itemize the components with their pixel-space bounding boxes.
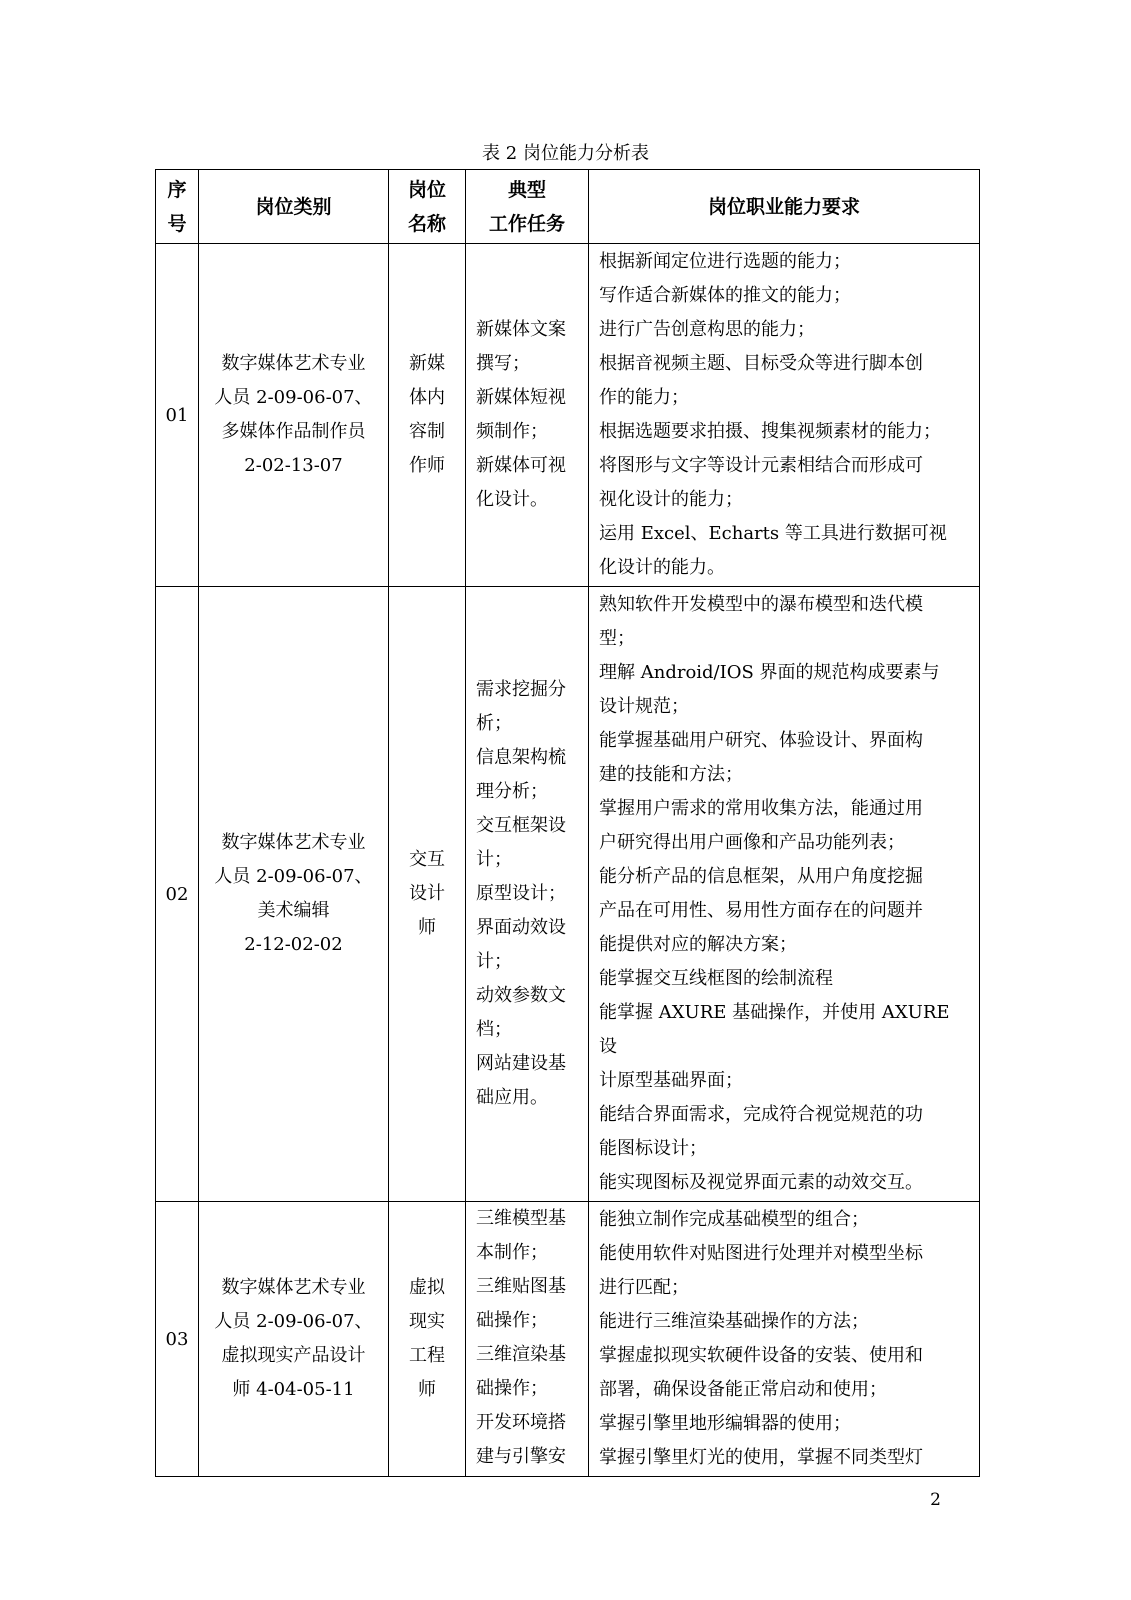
cell-name-line: 容制 bbox=[409, 421, 445, 442]
cell-task-line: 计； bbox=[476, 951, 512, 972]
cell-requirement-line: 掌握引擎里灯光的使用，掌握不同类型灯 bbox=[599, 1447, 923, 1468]
cell-name-line: 交互 bbox=[409, 849, 445, 870]
cell-category bbox=[199, 1202, 389, 1477]
cell-name bbox=[389, 244, 466, 587]
cell-category-line: 人员 2-09-06-07、 bbox=[214, 1311, 373, 1332]
cell-task-line: 建与引擎安 bbox=[476, 1446, 566, 1467]
cell-task-line: 新媒体短视 bbox=[476, 387, 566, 408]
cell-category-line: 美术编辑 bbox=[257, 900, 330, 921]
cell-task-line: 础操作； bbox=[476, 1310, 548, 1331]
cell-name-line: 师 bbox=[418, 1379, 436, 1400]
cell-task-line: 撰写； bbox=[476, 353, 530, 374]
cell-category-line: 多媒体作品制作员 bbox=[221, 421, 366, 442]
cell-requirement-line: 能实现图标及视觉界面元素的动效交互。 bbox=[599, 1172, 923, 1193]
cell-requirement-line: 作的能力； bbox=[599, 387, 689, 408]
cell-requirement-line: 能图标设计； bbox=[599, 1138, 707, 1159]
cell-requirement-line: 掌握引擎里地形编辑器的使用； bbox=[599, 1413, 851, 1434]
cell-requirement-line: 视化设计的能力； bbox=[599, 489, 743, 510]
cell-category-line: 数字媒体艺术专业 bbox=[221, 832, 366, 853]
cell-requirement-line: 计原型基础界面； bbox=[599, 1070, 743, 1091]
cell-name-line: 体内 bbox=[409, 387, 445, 408]
cell-task-line: 本制作； bbox=[476, 1242, 548, 1263]
cell-task-line: 三维渲染基 bbox=[476, 1344, 566, 1365]
page-number: 2 bbox=[930, 1490, 941, 1510]
table-row bbox=[156, 587, 980, 1202]
cell-requirement-line: 运用 Excel、Echarts 等工具进行数据可视 bbox=[599, 523, 947, 544]
cell-seq: 01 bbox=[156, 244, 199, 587]
cell-task-line: 计； bbox=[476, 849, 512, 870]
table-caption: 表 2 岗位能力分析表 bbox=[482, 143, 649, 164]
header-seq: 序 号 bbox=[156, 170, 199, 244]
cell-task-line: 交互框架设 bbox=[476, 815, 566, 836]
cell-category bbox=[199, 244, 389, 587]
cell-task-line: 频制作； bbox=[476, 421, 548, 442]
cell-requirement bbox=[589, 587, 980, 1202]
header-requirement: 岗位职业能力要求 bbox=[589, 170, 980, 244]
cell-task-line: 新媒体可视 bbox=[476, 455, 566, 476]
cell-requirement-line: 能掌握 AXURE 基础操作，并使用 AXURE 设 bbox=[599, 1002, 950, 1057]
cell-category-line: 人员 2-09-06-07、 bbox=[214, 866, 373, 887]
cell-requirement bbox=[589, 244, 980, 587]
cell-category-line: 虚拟现实产品设计 bbox=[221, 1345, 366, 1366]
cell-requirement-line: 根据选题要求拍摄、搜集视频素材的能力； bbox=[599, 421, 941, 442]
cell-requirement-line: 能使用软件对贴图进行处理并对模型坐标 bbox=[599, 1243, 923, 1264]
cell-requirement-line: 能结合界面需求，完成符合视觉规范的功 bbox=[599, 1104, 923, 1125]
cell-requirement-line: 理解 Android/IOS 界面的规范构成要素与 bbox=[599, 662, 940, 683]
cell-requirement-line: 能掌握基础用户研究、体验设计、界面构 bbox=[599, 730, 923, 751]
cell-name-line: 设计 bbox=[409, 883, 445, 904]
cell-name bbox=[389, 1202, 466, 1477]
cell-task-line: 化设计。 bbox=[476, 489, 548, 510]
cell-requirement-line: 产品在可用性、易用性方面存在的问题并 bbox=[599, 900, 923, 921]
header-task: 典型 工作任务 bbox=[466, 170, 589, 244]
cell-task-line: 理分析； bbox=[476, 781, 548, 802]
cell-task-line: 界面动效设 bbox=[476, 917, 566, 938]
cell-requirement-line: 进行匹配； bbox=[599, 1277, 689, 1298]
cell-requirement-line: 熟知软件开发模型中的瀑布模型和迭代模 bbox=[599, 594, 923, 615]
cell-seq: 03 bbox=[156, 1202, 199, 1477]
cell-requirement-line: 建的技能和方法； bbox=[599, 764, 743, 785]
cell-task-line: 开发环境搭 bbox=[476, 1412, 566, 1433]
cell-task-line: 信息架构梳 bbox=[476, 747, 566, 768]
cell-name-line: 现实 bbox=[409, 1311, 445, 1332]
cell-task-line: 需求挖掘分 bbox=[476, 679, 566, 700]
table-header-row bbox=[156, 170, 980, 244]
cell-requirement-line: 能提供对应的解决方案； bbox=[599, 934, 797, 955]
job-ability-table bbox=[155, 169, 980, 1477]
cell-category-line: 师 4-04-05-11 bbox=[232, 1379, 355, 1400]
cell-category bbox=[199, 587, 389, 1202]
table-row bbox=[156, 244, 980, 587]
cell-requirement-line: 写作适合新媒体的推文的能力； bbox=[599, 285, 851, 306]
cell-requirement-line: 掌握用户需求的常用收集方法，能通过用 bbox=[599, 798, 923, 819]
cell-category-line: 数字媒体艺术专业 bbox=[221, 1277, 366, 1298]
cell-requirement-line: 能分析产品的信息框架，从用户角度挖掘 bbox=[599, 866, 923, 887]
table-row bbox=[156, 1202, 980, 1477]
cell-task-line: 三维贴图基 bbox=[476, 1276, 566, 1297]
header-name: 岗位 名称 bbox=[389, 170, 466, 244]
cell-requirement-line: 能掌握交互线框图的绘制流程 bbox=[599, 968, 833, 989]
cell-requirement-line: 设计规范； bbox=[599, 696, 689, 717]
cell-task-line: 原型设计； bbox=[476, 883, 566, 904]
cell-name-line: 虚拟 bbox=[409, 1277, 445, 1298]
cell-category-line: 人员 2-09-06-07、 bbox=[214, 387, 373, 408]
cell-task bbox=[466, 587, 589, 1202]
cell-requirement-line: 户研究得出用户画像和产品功能列表； bbox=[599, 832, 905, 853]
cell-requirement-line: 将图形与文字等设计元素相结合而形成可 bbox=[599, 455, 923, 476]
cell-requirement-line: 化设计的能力。 bbox=[599, 557, 725, 578]
cell-requirement-line: 根据音视频主题、目标受众等进行脚本创 bbox=[599, 353, 923, 374]
cell-requirement-line: 根据新闻定位进行选题的能力； bbox=[599, 251, 851, 272]
cell-name-line: 新媒 bbox=[409, 353, 445, 374]
header-category: 岗位类别 bbox=[199, 170, 389, 244]
cell-name-line: 工程 bbox=[409, 1345, 445, 1366]
cell-requirement bbox=[589, 1202, 980, 1477]
cell-task-line: 析； bbox=[476, 713, 512, 734]
cell-task-line: 网站建设基 bbox=[476, 1053, 566, 1074]
cell-task bbox=[466, 1202, 589, 1477]
cell-seq: 02 bbox=[156, 587, 199, 1202]
cell-task-line: 档； bbox=[476, 1019, 512, 1040]
cell-requirement-line: 部署，确保设备能正常启动和使用； bbox=[599, 1379, 887, 1400]
cell-task-line: 新媒体文案 bbox=[476, 319, 566, 340]
cell-task-line: 动效参数文 bbox=[476, 985, 566, 1006]
cell-task-line: 三维模型基 bbox=[476, 1208, 566, 1229]
cell-requirement-line: 进行广告创意构思的能力； bbox=[599, 319, 815, 340]
cell-requirement-line: 型； bbox=[599, 628, 635, 649]
cell-category-line: 2-12-02-02 bbox=[244, 934, 343, 955]
cell-name-line: 作师 bbox=[409, 455, 445, 476]
cell-task-line: 础操作； bbox=[476, 1378, 548, 1399]
cell-category-line: 数字媒体艺术专业 bbox=[221, 353, 366, 374]
cell-requirement-line: 能独立制作完成基础模型的组合； bbox=[599, 1209, 869, 1230]
cell-name-line: 师 bbox=[418, 917, 436, 938]
cell-requirement-line: 能进行三维渲染基础操作的方法； bbox=[599, 1311, 869, 1332]
cell-category-line: 2-02-13-07 bbox=[244, 455, 343, 476]
cell-requirement-line: 掌握虚拟现实软硬件设备的安装、使用和 bbox=[599, 1345, 923, 1366]
cell-task-line: 础应用。 bbox=[476, 1087, 548, 1108]
cell-task bbox=[466, 244, 589, 587]
cell-name bbox=[389, 587, 466, 1202]
